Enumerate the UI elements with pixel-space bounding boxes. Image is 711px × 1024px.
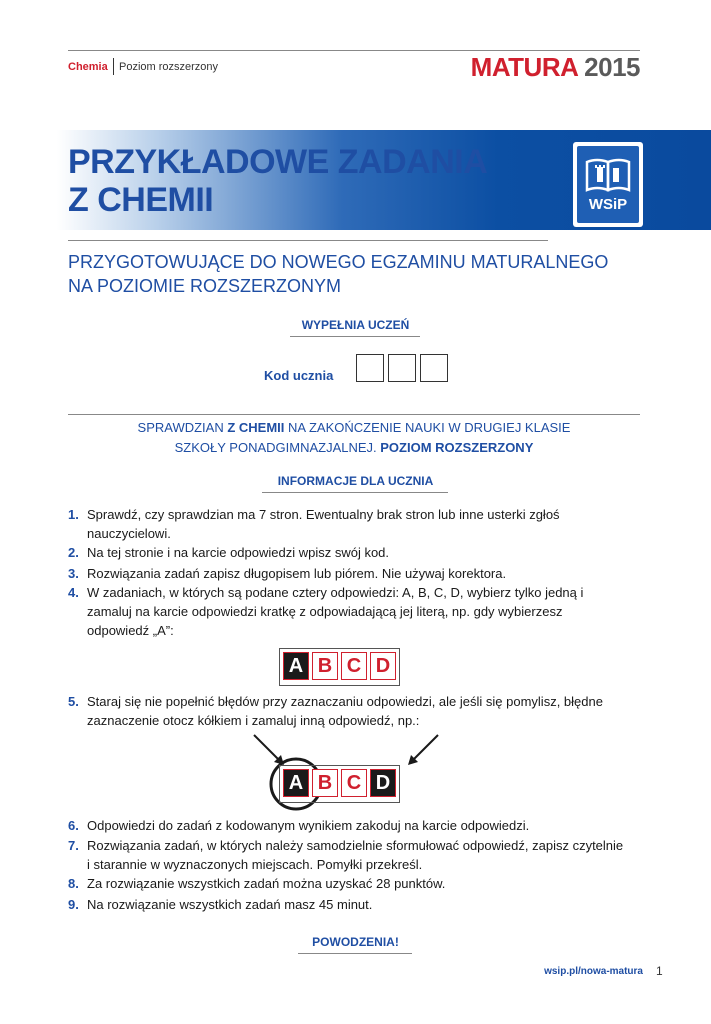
student-fill-label: WYPEŁNIA UCZEŃ [301,318,410,332]
info-title-underline [262,492,448,493]
instruction-text: W zadaniach, w których są podane cztery odpowiedzi: A, B, C, D, wybierz tylko jedną i zamaluj na karcie odpowiedzi kratkę z odpowiadającą jej literą, np. gdy wybierzesz odpowiedź „A”: [87,585,584,638]
instruction-number: 3. [68,566,79,581]
answer-box-a: A [283,769,309,797]
student-code-box-3[interactable] [420,354,448,382]
test-desc-level: POZIOM ROZSZERZONY [380,440,534,455]
book-tower-logo-icon [577,148,639,198]
answer-box-b: B [312,769,338,797]
header-separator [113,58,114,75]
page-number: 1 [656,964,663,978]
answer-correction-row [279,765,400,803]
instruction-text: Za rozwiązanie wszystkich zadań można uzyskać 28 punktów. [87,876,446,891]
subtitle-line2: NA POZIOMIE ROZSZERZONYM [68,276,342,296]
wsip-logo [573,142,643,227]
instruction-text: Na rozwiązanie wszystkich zadań masz 45 minut. [87,897,373,912]
student-code-label: Kod ucznia [264,368,334,383]
arrow-right-icon [412,735,438,761]
instruction-number: 2. [68,545,79,560]
arrow-left-icon [254,735,280,761]
subtitle-line1: PRZYGOTOWUJĄCE DO NOWEGO EGZAMINU MATURALNEGO [68,252,609,272]
instruction-item [68,505,628,545]
student-fill-underline [290,336,420,337]
level-label: Poziom rozszerzony [119,61,219,73]
answer-box-c: C [341,769,367,797]
header-rule [68,50,640,51]
logo-text: WSiP [588,196,628,213]
good-luck-label: POWODZENIA! [312,935,399,949]
test-desc-part: SPRAWDZIAN [137,420,228,435]
student-code-box-1[interactable] [356,354,384,382]
subtitle-rule [68,240,548,241]
good-luck-underline [298,953,412,954]
page-title-line1: PRZYKŁADOWE ZADANIA [68,143,488,181]
instruction-text: Staraj się nie popełnić błędów przy zaznaczaniu odpowiedzi, ale jeśli się pomylisz, błędne zaznaczenie otocz kółkiem i zamaluj inną odpowiedź, np.: [87,694,603,728]
page-title [68,143,487,219]
instruction-text: Sprawdź, czy sprawdzian ma 7 stron. Ewentualny brak stron lub inne usterki zgłoś nauczycielowi. [87,507,560,541]
matura-word: MATURA [470,52,578,82]
instruction-number: 1. [68,507,79,522]
instruction-text: Rozwiązania zadań, w których należy samodzielnie sformułować odpowiedź, zapisz czytelnie i starannie w wyznaczonych miejscach. Pomyłki przekreśl. [87,838,624,872]
section-rule [68,414,640,415]
matura-year: 2015 [584,52,640,82]
answer-box-d: D [370,769,396,797]
subtitle [68,250,668,298]
instruction-text: Na tej stronie i na karcie odpowiedzi wpisz swój kod. [87,545,390,560]
answer-box-c: C [341,652,367,680]
answer-box-b: B [312,652,338,680]
instruction-number: 9. [68,897,79,912]
info-title: INFORMACJE DLA UCZNIA [277,474,434,488]
instruction-number: 5. [68,694,79,709]
answer-box-a: A [283,652,309,680]
instruction-number: 8. [68,876,79,891]
instruction-number: 6. [68,818,79,833]
test-description [68,418,640,458]
test-desc-part: SZKOŁY PONADGIMNAZJALNEJ. [174,440,381,455]
test-desc-part: NA ZAKOŃCZENIE NAUKI W DRUGIEJ KLASIE [284,420,571,435]
test-desc-subject: Z CHEMII [227,420,285,435]
instruction-number: 4. [68,585,79,600]
matura-heading [471,52,640,83]
student-code-box-2[interactable] [388,354,416,382]
subject-label: Chemia [68,61,108,73]
answer-box-d: D [370,652,396,680]
instruction-text: Rozwiązania zadań zapisz długopisem lub piórem. Nie używaj korektora. [87,566,507,581]
page-title-line2: Z CHEMII [68,181,214,219]
footer-link[interactable]: wsip.pl/nowa-matura [544,966,643,977]
instruction-text: Odpowiedzi do zadań z kodowanym wynikiem zakoduj na karcie odpowiedzi. [87,818,530,833]
answer-example-row [279,648,400,686]
instruction-number: 7. [68,838,79,853]
